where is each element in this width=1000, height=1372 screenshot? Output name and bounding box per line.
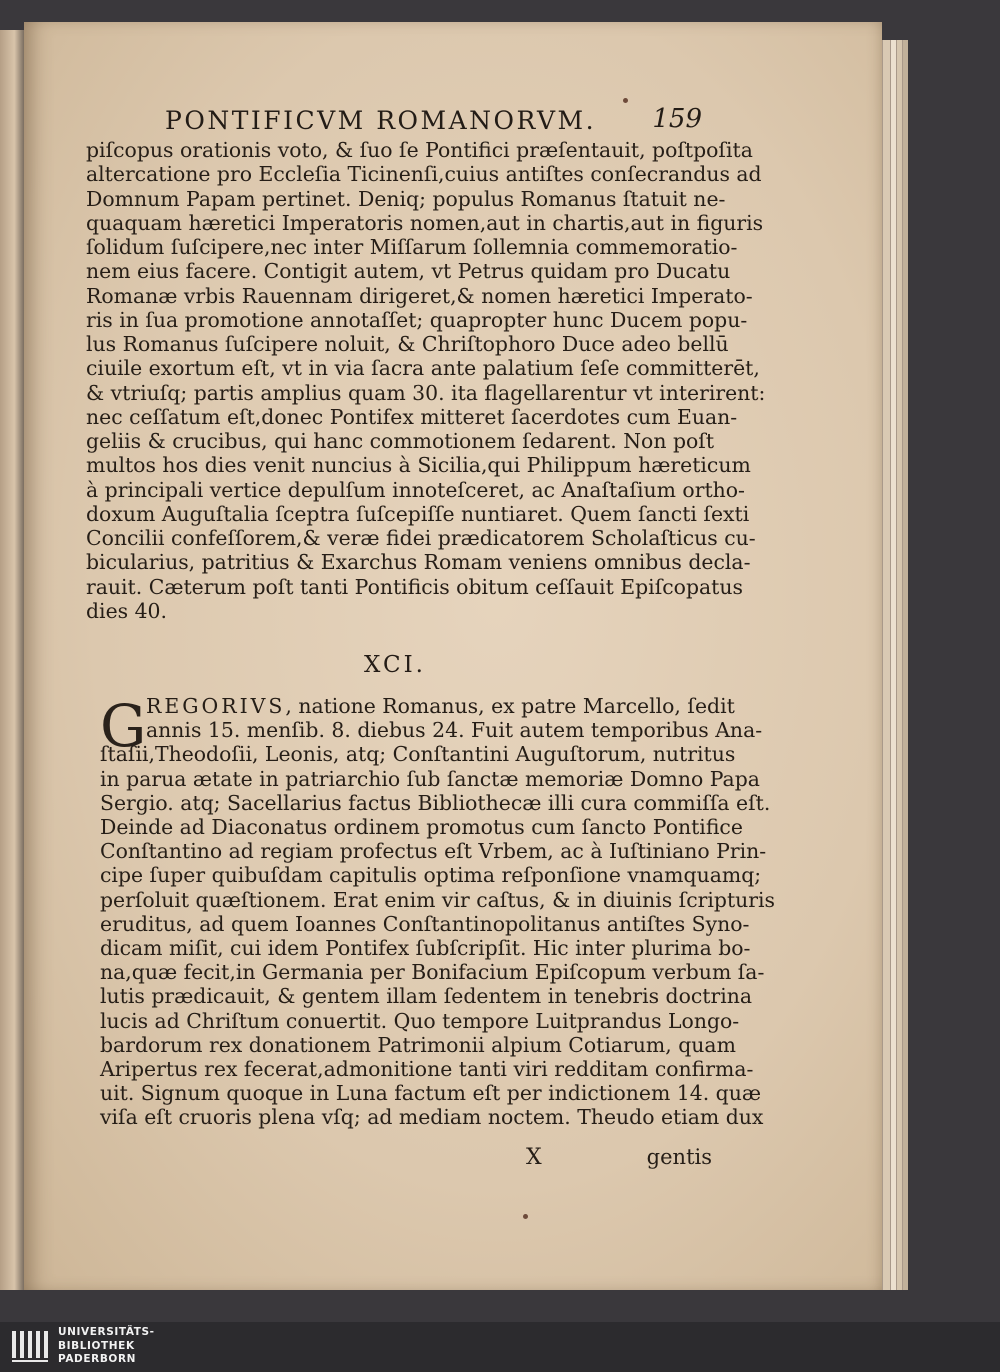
- text-line: cipe ſuper quibuſdam capitulis optima reſponſione vnamquamq;: [100, 863, 762, 888]
- text-line: perſoluit quæſtionem. Erat enim vir caſtus, & in diuinis ſcripturis: [100, 887, 776, 912]
- text-line: ris in ſua promotione annotaſſet; quapropter hunc Ducem popu-: [86, 307, 748, 332]
- text-line: na,quæ fecit,in Germania per Bonifacium Epiſcopum verbum ſa-: [100, 960, 765, 985]
- chapter-heading: XCI.: [364, 652, 426, 678]
- text-line: Aripertus rex fecerat,admonitione tanti viri redditam confirma-: [100, 1057, 754, 1082]
- signature-mark: X: [526, 1145, 542, 1170]
- text-line: bicularius, patritius & Exarchus Romam veniens omnibus decla-: [86, 550, 751, 575]
- page-header: [165, 106, 710, 138]
- drop-cap-initial: G: [100, 692, 147, 760]
- text-line: altercatione pro Eccleſia Ticinenſi,cuius antiſtes conſecrandus ad: [86, 162, 762, 187]
- library-bar: [0, 1322, 1000, 1372]
- text-line: piſcopus orationis voto, & ſuo ſe Pontifici præſentauit, poſtpoſita: [86, 138, 753, 162]
- text-line: Domnum Papam pertinet. Deniq; populus Romanus ſtatuit ne-: [86, 186, 726, 211]
- text-line: ciuile exortum eſt, vt in via ſacra ante palatium ſeſe committerēt,: [86, 356, 760, 381]
- text-line: viſa eſt cruoris plena vſq; ad mediam noctem. Theudo etiam dux: [100, 1105, 764, 1130]
- text-line: [100, 694, 735, 718]
- text-line: lucis ad Chriſtum conuertit. Quo tempore Luitprandus Longo-: [100, 1008, 740, 1033]
- text-line: doxum Auguſtalia ſceptra ſuſcepiſſe nuntiaret. Quem ſancti ſexti: [86, 501, 750, 526]
- text-line: in parua ætate in patriarchio ſub ſanctæ memoriæ Domno Papa: [100, 766, 760, 791]
- text-line: dies 40.: [86, 598, 168, 623]
- text-line: lus Romanus ſuſcipere noluit, & Chriſtophoro Duce adeo bellū: [86, 332, 729, 356]
- text-line: Concilii confeſſorem,& veræ fidei prædicatorem Scholaſticus cu-: [86, 526, 756, 550]
- page-number: 159: [652, 104, 702, 134]
- text-line: uit. Signum quoque in Luna factum eſt per indictionem 14. quæ: [100, 1081, 762, 1106]
- ink-speck: [523, 1214, 528, 1219]
- text-line: bardorum rex donationem Patrimonii alpium Cotiarum, quam: [100, 1032, 736, 1057]
- text-line: Conſtantino ad regiam profectus eſt Vrbem, ac à Iuſtiniano Prin-: [100, 839, 767, 864]
- text-line: lutis prædicauit, & gentem illam ſedentem in tenebris doctrina: [100, 984, 753, 1009]
- library-name-line: UNIVERSITÄTS-: [58, 1326, 155, 1338]
- text-line: nec ceſſatum eſt,donec Pontifex mitteret ſacerdotes cum Euan-: [86, 404, 738, 429]
- catchword: gentis: [646, 1145, 712, 1169]
- body-text: [86, 138, 766, 623]
- facing-page-edge: [0, 30, 24, 1290]
- text-line: Romanæ vrbis Rauennam dirigeret,& nomen hæretici Imperato-: [86, 283, 753, 308]
- text-line: ſtaſii,Theodoſii, Leonis, atq; Conſtantini Auguſtorum, nutritus: [100, 742, 736, 767]
- text-line: ſolidum ſuſcipere,nec inter Miſſarum ſollemnia commemoratio-: [86, 235, 738, 259]
- page-footer: [86, 1145, 712, 1173]
- library-name-line: PADERBORN: [58, 1353, 137, 1365]
- library-logo-icon: [10, 1328, 52, 1366]
- text-line: multos hos dies venit nuncius à Sicilia,qui Philippum hæreticum: [86, 453, 751, 478]
- text-line: à principali vertice depulſum innoteſceret, ac Anaſtaſium ortho-: [86, 477, 745, 502]
- library-name-line: BIBLIOTHEK: [58, 1339, 135, 1352]
- page-edge-stack: [902, 40, 908, 1290]
- text-line: rauit. Cæterum poſt tanti Pontificis obitum ceſſauit Epiſcopatus: [86, 574, 743, 599]
- text-line: Deinde ad Diaconatus ordinem promotus cum ſancto Pontifice: [100, 815, 743, 840]
- text-line: Sergio. atq; Sacellarius factus Bibliothecæ illi cura commiſſa eſt.: [100, 790, 771, 815]
- text-line-rest: , natione Romanus, ex patre Marcello, ſedit: [285, 694, 735, 718]
- text-line: eruditus, ad quem Ioannes Conſtantinopolitanus antiſtes Syno-: [100, 911, 750, 936]
- first-word: REGORIVS: [146, 694, 286, 718]
- text-line: nem eius facere. Contigit autem, vt Petrus quidam pro Ducatu: [86, 259, 731, 284]
- text-line: geliis & crucibus, qui hanc commotionem ſedarent. Non poſt: [86, 429, 715, 453]
- text-line: annis 15. menſib. 8. diebus 24. Fuit autem temporibus Ana-: [146, 718, 763, 743]
- running-title: PONTIFICVM ROMANORVM.: [165, 106, 597, 135]
- text-line: quaquam hæretici Imperatoris nomen,aut in chartis,aut in figuris: [86, 210, 764, 235]
- text-line: & vtriuſq; partis amplius quam 30. ita flagellarentur vt interirent:: [86, 380, 766, 405]
- library-name: [58, 1326, 155, 1367]
- chapter-text: [100, 694, 776, 1130]
- ink-speck: [623, 98, 628, 103]
- text-line: dicam miſit, cui idem Pontifex ſubſcripſit. Hic inter plurima bo-: [100, 936, 751, 961]
